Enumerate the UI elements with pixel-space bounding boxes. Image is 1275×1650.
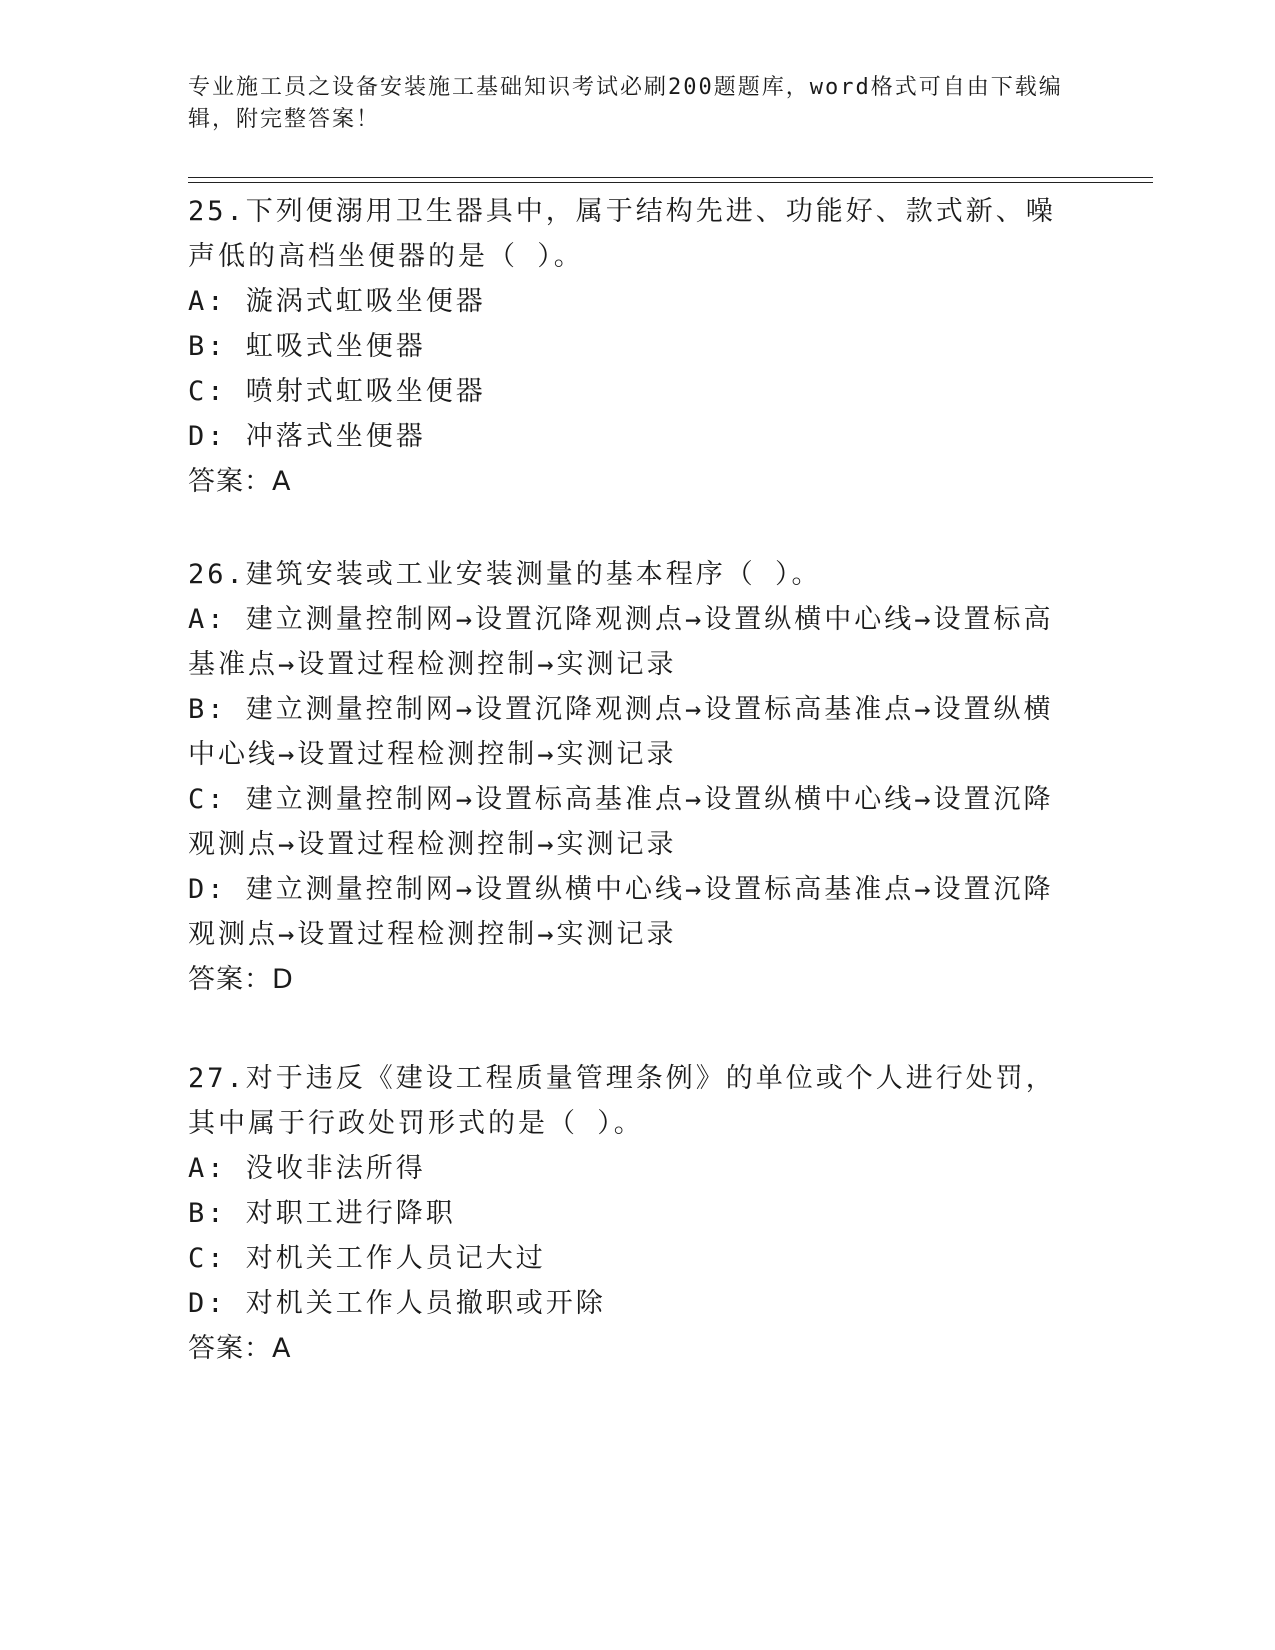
question-25 <box>188 189 1078 504</box>
option-b: B: 虹吸式坐便器 <box>188 331 426 362</box>
question-stem: 26.建筑安装或工业安装测量的基本程序（ ）。 <box>188 559 822 590</box>
option-c: C: 喷射式虹吸坐便器 <box>188 376 486 407</box>
option-d: D: 建立测量控制网→设置纵横中心线→设置标高基准点→设置沉降观测点→设置过程检测控制→实测记录 <box>188 874 1054 950</box>
question-stem: 25.下列便溺用卫生器具中，属于结构先进、功能好、款式新、噪声低的高档坐便器的是（ ）。 <box>188 196 1056 272</box>
option-b: B: 建立测量控制网→设置沉降观测点→设置标高基准点→设置纵横中心线→设置过程检测控制→实测记录 <box>188 694 1054 770</box>
option-c: C: 建立测量控制网→设置标高基准点→设置纵横中心线→设置沉降观测点→设置过程检测控制→实测记录 <box>188 784 1054 860</box>
option-d: D: 冲落式坐便器 <box>188 421 426 452</box>
option-d: D: 对机关工作人员撤职或开除 <box>188 1288 606 1319</box>
answer-line: 答案：D <box>188 964 294 995</box>
option-b: B: 对职工进行降职 <box>188 1198 456 1229</box>
option-a: A: 没收非法所得 <box>188 1153 426 1184</box>
question-stem: 27.对于违反《建设工程质量管理条例》的单位或个人进行处罚，其中属于行政处罚形式的是（ ）。 <box>188 1063 1056 1139</box>
option-a: A: 漩涡式虹吸坐便器 <box>188 286 486 317</box>
answer-line: 答案：A <box>188 466 292 497</box>
question-26 <box>188 552 1078 1002</box>
question-27 <box>188 1056 1078 1371</box>
option-c: C: 对机关工作人员记大过 <box>188 1243 546 1274</box>
document-header: 专业施工员之设备安装施工基础知识考试必刷200题题库，word格式可自由下载编辑，附完整答案！ <box>188 75 1063 132</box>
header-divider-top <box>188 177 1153 178</box>
option-a: A: 建立测量控制网→设置沉降观测点→设置纵横中心线→设置标高基准点→设置过程检测控制→实测记录 <box>188 604 1054 680</box>
answer-line: 答案：A <box>188 1333 292 1364</box>
header-divider-bottom <box>188 182 1153 183</box>
